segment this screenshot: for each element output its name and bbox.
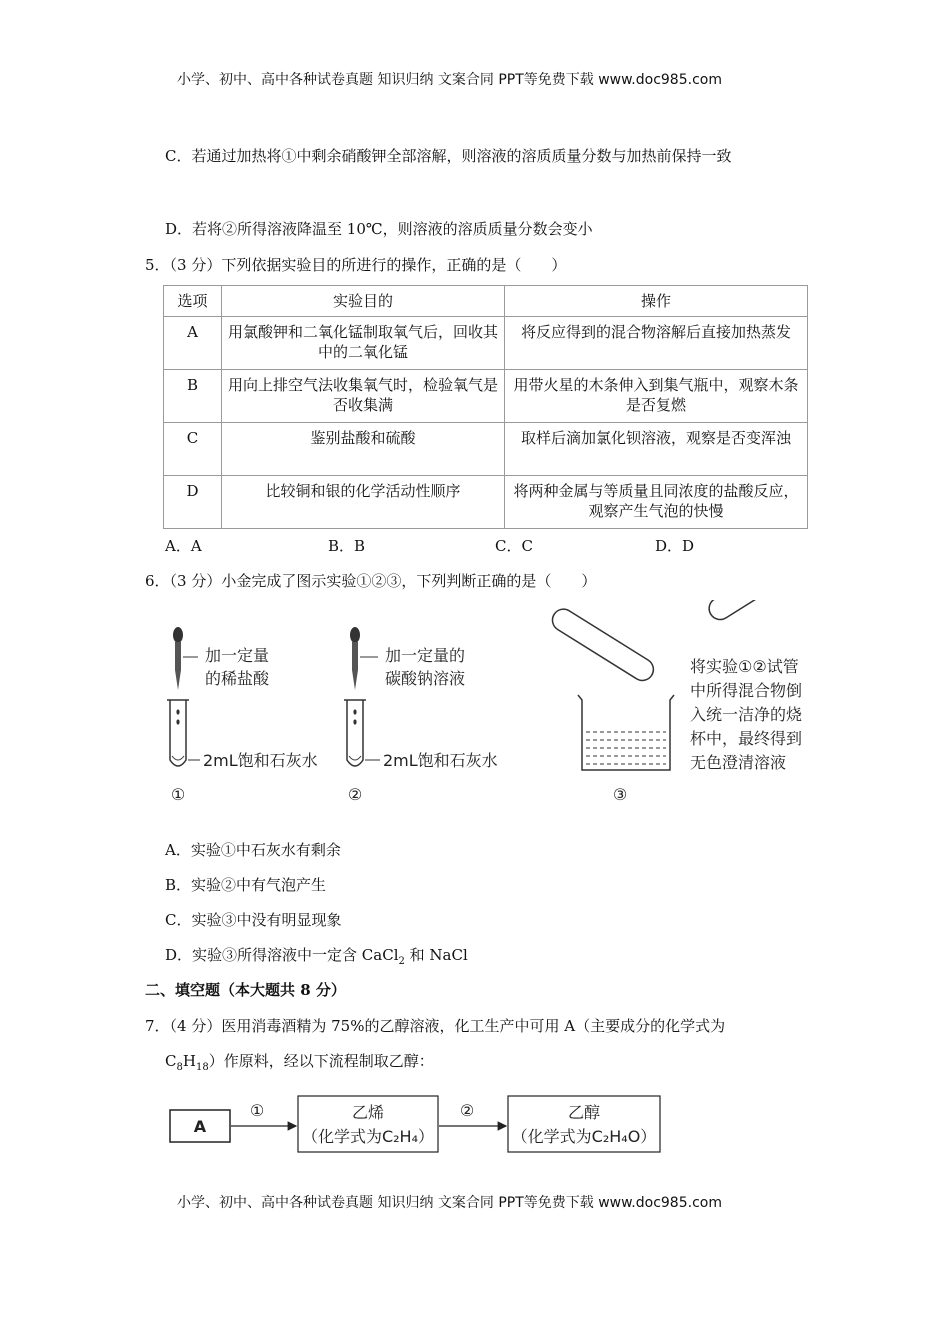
page-header: 小学、初中、高中各种试卷真题 知识归纳 文案合同 PPT等免费下载 www.doc985.com <box>177 72 722 88</box>
q5-row-goal: 鉴别盐酸和硫酸 <box>222 423 505 476</box>
q5-table-header-row <box>164 286 808 317</box>
q6-option-d <box>165 944 468 967</box>
q7-flowchart <box>165 1090 675 1160</box>
tilted-test-tube-icon <box>705 600 814 624</box>
q6-option-d-sub: 2 <box>398 956 405 967</box>
q6-option-a: A．实验①中石灰水有剩余 <box>165 841 341 859</box>
fig1-number: ① <box>170 785 186 804</box>
flow-box-a-label: A <box>193 1117 207 1136</box>
dropper-icon <box>350 627 360 690</box>
q5-answer-c: C．C <box>495 537 533 555</box>
q5-table <box>163 285 808 529</box>
q5-row-operation: 将反应得到的混合物溶解后直接加热蒸发 <box>505 317 808 370</box>
fig3-caption-line3: 入统一洁净的烧 <box>690 705 803 724</box>
q7-line1: 7．（4 分）医用消毒酒精为 75%的乙醇溶液，化工生产中可用 A（主要成分的化学式为 <box>145 1017 726 1035</box>
fig2-label-line2: 碳酸钠溶液 <box>385 669 466 688</box>
table-row <box>164 423 808 476</box>
q5-row-goal: 用向上排空气法收集氧气时，检验氧气是否收集满 <box>222 370 505 423</box>
beaker-icon <box>578 695 674 770</box>
q6-option-b: B．实验②中有气泡产生 <box>165 876 327 894</box>
flow-box-ethylene-formula: （化学式为C₂H₄） <box>301 1127 435 1146</box>
q5-header-goal: 实验目的 <box>222 286 505 317</box>
q6-figure <box>150 600 850 810</box>
flow-box-ethanol-formula: （化学式为C₂H₄O） <box>511 1127 657 1146</box>
q5-row-option: D <box>164 476 222 529</box>
q5-header-option: 选项 <box>164 286 222 317</box>
q6-stem: 6．（3 分）小金完成了图示实验①②③，下列判断正确的是（ ） <box>145 572 597 590</box>
flow-step-2: ② <box>459 1101 475 1120</box>
test-tube-icon <box>344 700 366 766</box>
table-row <box>164 317 808 370</box>
q5-row-option: A <box>164 317 222 370</box>
section-title: 二、填空题（本大题共 8 分） <box>145 981 346 999</box>
q5-answer-b: B．B <box>328 537 366 555</box>
flow-box-ethylene-name: 乙烯 <box>351 1103 385 1122</box>
dropper-icon <box>173 627 183 690</box>
q6-option-c: C．实验③中没有明显现象 <box>165 911 342 929</box>
test-tube-icon <box>167 700 189 766</box>
q5-row-option: B <box>164 370 222 423</box>
q5-row-operation: 将两种金属与等质量且同浓度的盐酸反应，观察产生气泡的快慢 <box>505 476 808 529</box>
q7-line2-c: C <box>165 1052 177 1070</box>
tilted-test-tube-icon <box>548 605 657 685</box>
q5-header-operation: 操作 <box>505 286 808 317</box>
q7-line2-sub1: 8 <box>176 1062 183 1073</box>
q7-line2-h: H <box>182 1052 196 1070</box>
fig2-label-line1: 加一定量的 <box>385 646 466 665</box>
prev-option-d: D．若将②所得溶液降温至 10℃，则溶液的溶质质量分数会变小 <box>165 220 593 238</box>
fig1-tube-label: 2mL饱和石灰水 <box>203 751 318 770</box>
q5-row-operation: 取样后滴加氯化钡溶液，观察是否变浑浊 <box>505 423 808 476</box>
q6-option-d-pre: D．实验③所得溶液中一定含 CaCl <box>165 946 399 964</box>
prev-option-c: C．若通过加热将①中剩余硝酸钾全部溶解，则溶液的溶质质量分数与加热前保持一致 <box>165 147 732 165</box>
q5-row-operation: 用带火星的木条伸入到集气瓶中，观察木条是否复燃 <box>505 370 808 423</box>
q5-answer-a: A．A <box>165 537 202 555</box>
q7-line2-sub2: 18 <box>195 1062 209 1073</box>
q5-answer-d: D．D <box>655 537 695 555</box>
flow-box-ethanol-name: 乙醇 <box>567 1103 601 1122</box>
flow-step-1: ① <box>249 1101 265 1120</box>
fig3-caption-line4: 杯中，最终得到 <box>690 729 803 748</box>
fig3-caption-line2: 中所得混合物倒 <box>690 681 803 700</box>
q5-row-goal: 比较铜和银的化学活动性顺序 <box>222 476 505 529</box>
fig3-number: ③ <box>612 785 628 804</box>
q7-line2-post: ）作原料，经以下流程制取乙醇： <box>208 1052 434 1070</box>
table-row <box>164 370 808 423</box>
fig2-number: ② <box>347 785 363 804</box>
page-footer: 小学、初中、高中各种试卷真题 知识归纳 文案合同 PPT等免费下载 www.doc985.com <box>177 1195 722 1211</box>
fig1-label-line1: 加一定量 <box>205 646 270 665</box>
q7-line2 <box>165 1050 434 1073</box>
fig1-label-line2: 的稀盐酸 <box>205 669 270 688</box>
fig3-caption-line1: 将实验①②试管 <box>690 657 799 676</box>
q6-option-d-post: 和 NaCl <box>404 946 468 964</box>
fig2-tube-label: 2mL饱和石灰水 <box>383 751 498 770</box>
table-row <box>164 476 808 529</box>
q5-stem: 5．（3 分）下列依据实验目的所进行的操作，正确的是（ ） <box>145 256 567 274</box>
q5-row-option: C <box>164 423 222 476</box>
q5-row-goal: 用氯酸钾和二氧化锰制取氧气后，回收其中的二氧化锰 <box>222 317 505 370</box>
fig3-caption-line5: 无色澄清溶液 <box>690 753 787 772</box>
